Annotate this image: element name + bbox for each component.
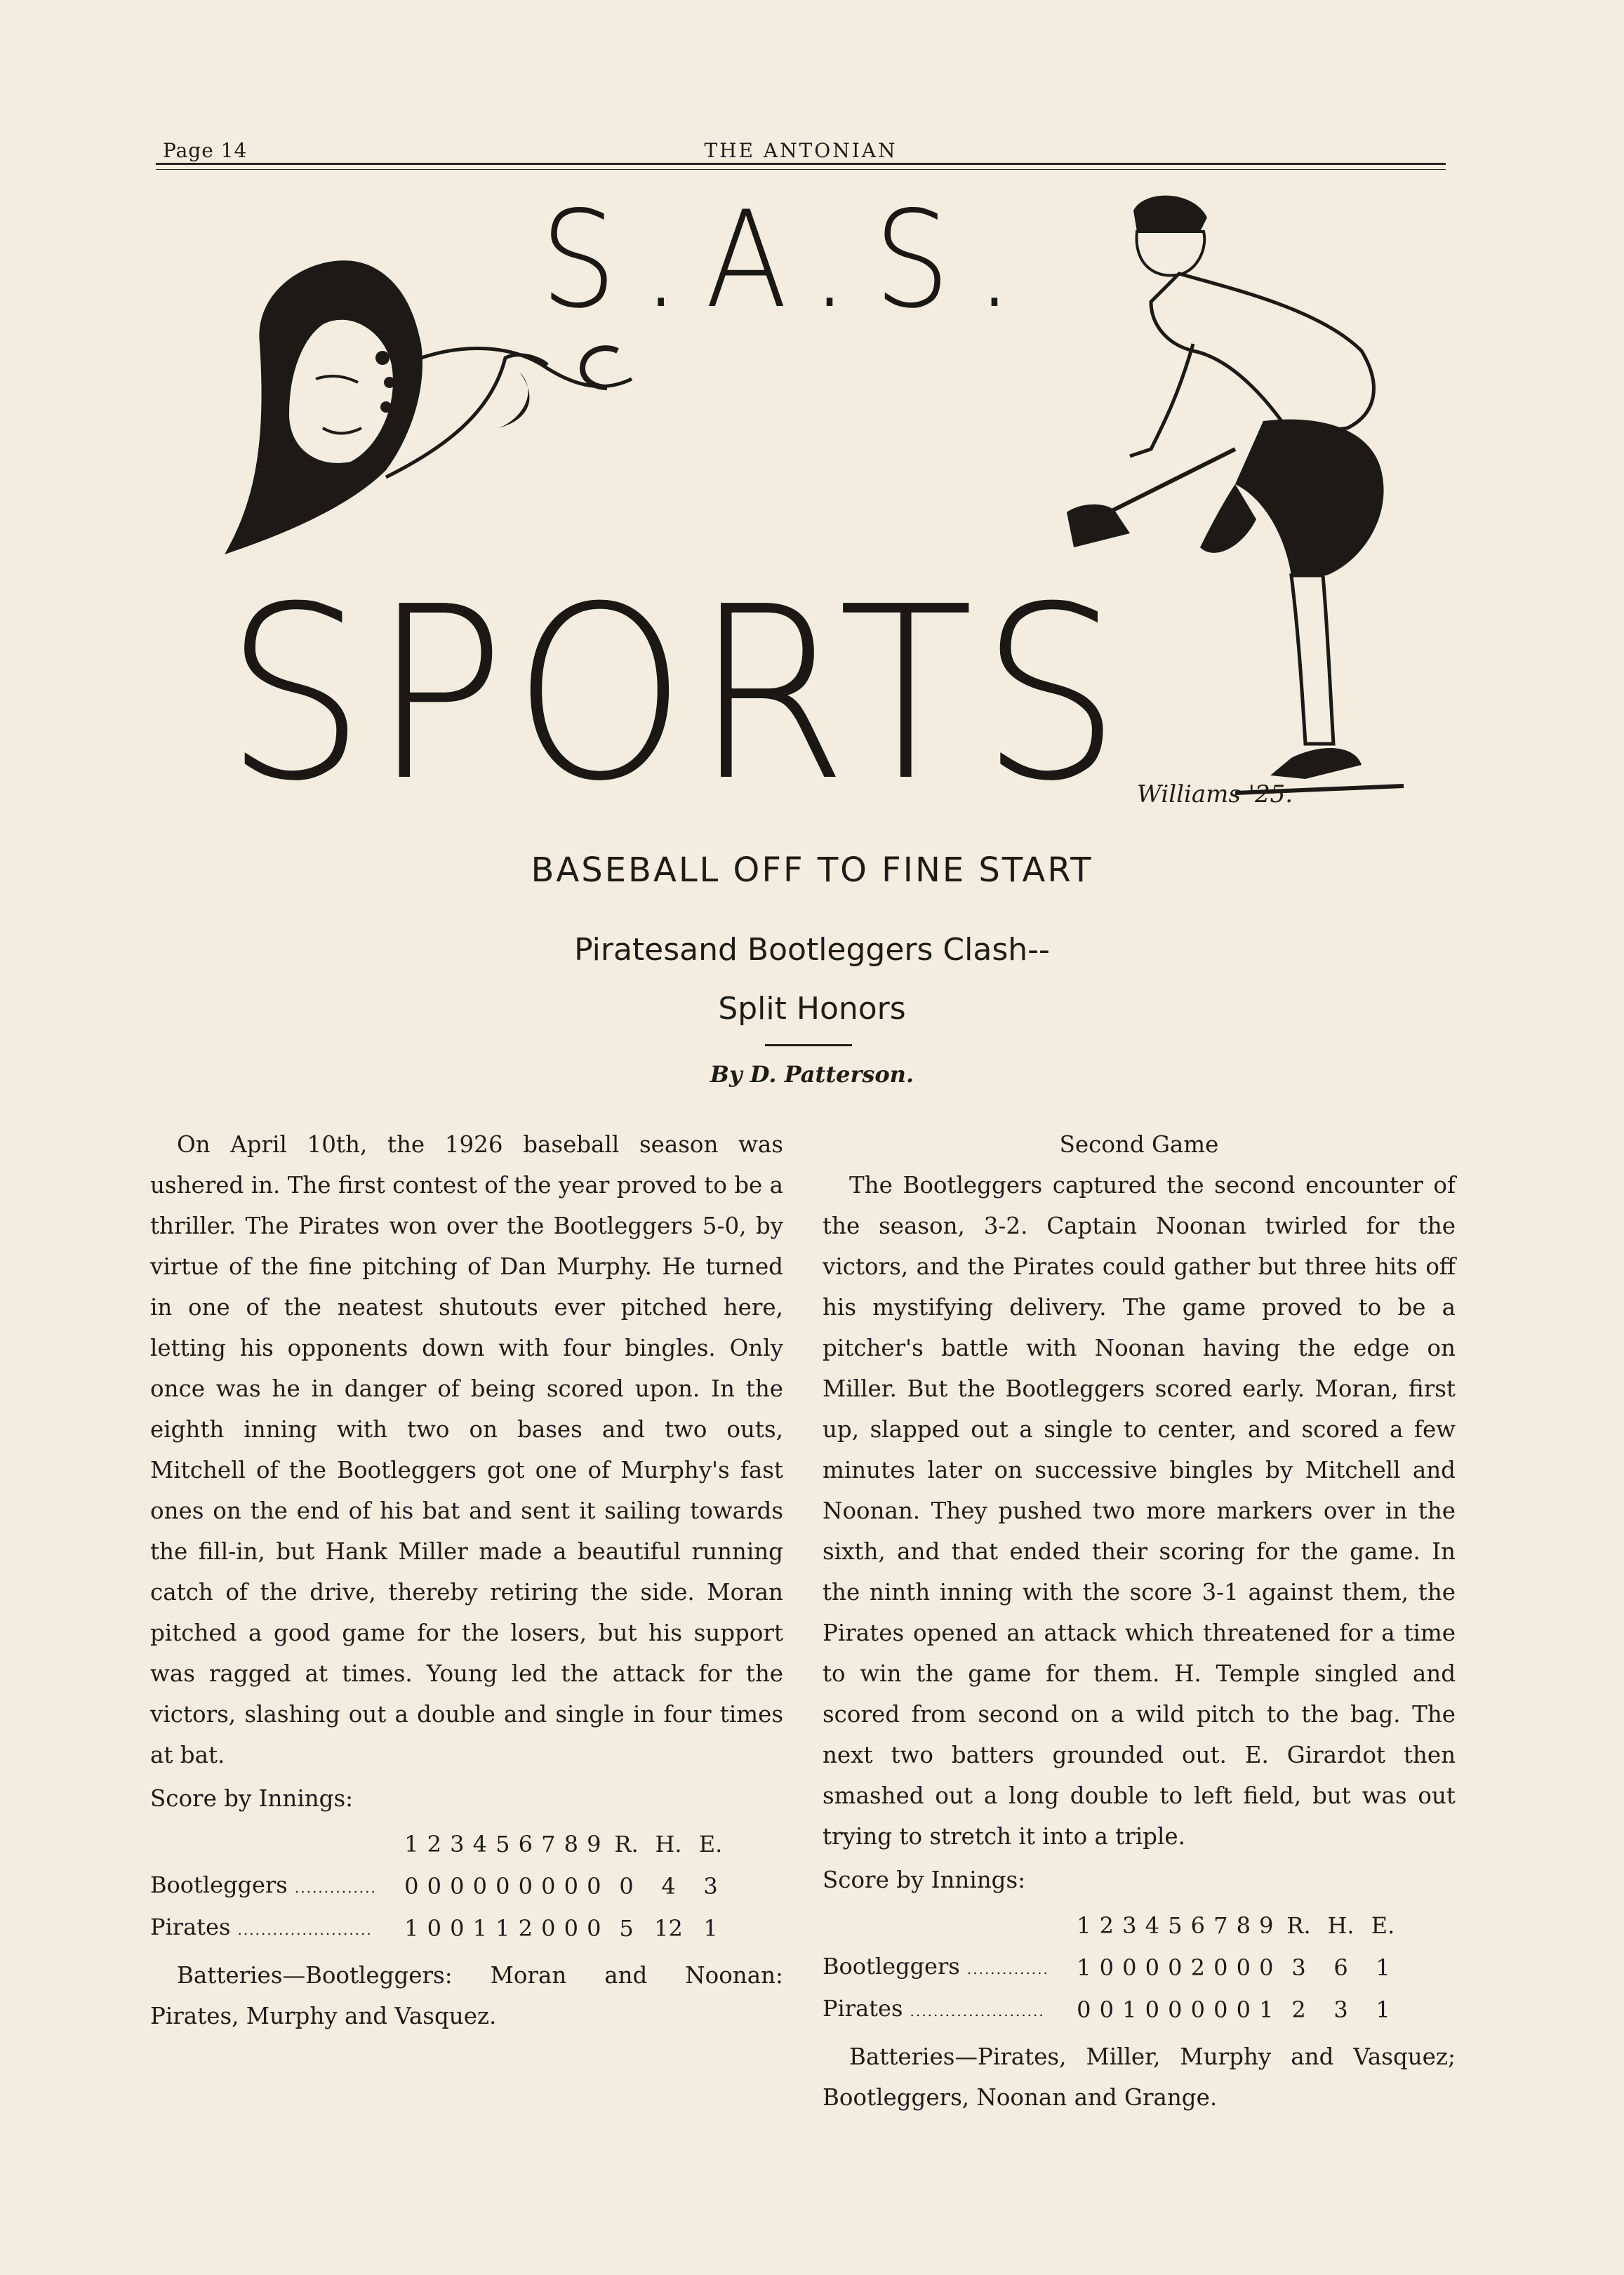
hits-header: H. [1327,1912,1355,1939]
inning-score: 0 [472,1873,487,1900]
inning-number: 8 [1236,1912,1251,1939]
scoreboard-header-row [823,1904,1456,1947]
subhead-line-1: Piratesand Bootleggers Clash-- [574,932,1050,968]
errors: 1 [1376,1996,1390,2023]
inning-number: 7 [541,1831,556,1857]
inning-score: 0 [1236,1954,1251,1981]
inning-number: 1 [1077,1912,1091,1939]
errors-header: E. [1371,1912,1395,1939]
inning-score: 2 [1190,1954,1205,1981]
publication-title: THE ANTONIAN [704,139,898,162]
inning-score: 0 [450,1873,465,1900]
inning-score: 0 [518,1873,533,1900]
inning-number: 3 [1122,1912,1137,1939]
scoreboard-row-pirates: Pirates ....................... 0 0 1 0 0 0 0 0 1 2 3 1 [823,1989,1456,2031]
inning-score: 0 [427,1873,441,1900]
inning-score: 0 [1077,1996,1091,2023]
first-game-scoreboard [150,1823,783,1949]
inning-score: 0 [1168,1954,1183,1981]
inning-number: 7 [1213,1912,1228,1939]
team-name: Pirates [150,1914,231,1940]
left-column [150,1124,783,2036]
inning-number: 2 [1099,1912,1114,1939]
inning-score: 2 [518,1915,533,1942]
scoreboard-row-bootleggers: Bootleggers .............. 0 0 0 0 0 0 0 0 0 0 4 3 [150,1865,783,1907]
inning-score: 0 [1099,1954,1114,1981]
inning-score: 0 [404,1873,419,1900]
runs-header: R. [1286,1912,1311,1939]
score-label: Score by Innings: [150,1785,354,1812]
second-game-scoreboard [823,1904,1456,2031]
inning-score: 1 [495,1915,510,1942]
article-subhead [0,921,1624,1039]
scoreboard-header-row [150,1823,783,1865]
inning-number: 9 [587,1831,601,1857]
sas-title: S.A.S. [540,182,1039,338]
hits: 12 [654,1915,683,1942]
football-player-illustration [211,239,688,575]
inning-score: 0 [564,1873,578,1900]
inning-score: 0 [1236,1996,1251,2023]
inning-score: 0 [1213,1954,1228,1981]
inning-score: 0 [1259,1954,1274,1981]
inning-score: 0 [427,1915,441,1942]
inning-number: 2 [427,1831,441,1857]
hits: 3 [1333,1996,1348,2023]
inning-number: 4 [1145,1912,1159,1939]
inning-numbers [400,1824,606,1864]
first-game-paragraph: On April 10th, the 1926 baseball season was ushered in. The first contest of the year proved to be a thriller. The Pirates won over the Bootleggers 5-0, by virtue of the fine pitching of Dan Murphy. He turned in one of the neatest shutouts ever pitched here, letting his opponents down with four bingles. Only once was he in danger of being scored upon. In the eighth inning with two on bases and two outs, Mitchell of the Bootleggers got one of Murphy's fast ones on the end of his bat and sent it sailing towards the fill-in, but Hank Miller made a beautiful running catch of the drive, thereby retiring the side. Moran pitched a good game for the losers, but his support was ragged at times. Young led the attack for the victors, slashing out a double and single in four times at bat. [150,1131,783,1768]
runs: 2 [1291,1996,1306,2023]
scoreboard-row-pirates: Pirates ....................... 1 0 0 1 1 2 0 0 0 5 12 1 [150,1907,783,1949]
right-column [823,1124,1456,2118]
team-name: Pirates [823,1995,903,2022]
inning-score: 0 [1213,1996,1228,2023]
inning-number: 1 [404,1831,419,1857]
errors-header: E. [698,1831,723,1857]
inning-number: 5 [495,1831,510,1857]
inning-score: 0 [1168,1996,1183,2023]
inning-number: 6 [518,1831,533,1857]
team-name: Bootleggers [823,1953,960,1980]
header-rule-thin [156,169,1446,170]
page-number: Page 14 [163,139,248,162]
second-game-heading: Second Game [1059,1131,1219,1158]
hits-header: H. [655,1831,682,1857]
inning-score: 1 [1259,1996,1274,2023]
artist-signature: Williams '25. [1137,780,1293,808]
inning-score: 1 [472,1915,487,1942]
inning-score: 0 [450,1915,465,1942]
inning-number: 9 [1259,1912,1274,1939]
hits: 4 [661,1873,676,1900]
runs-header: R. [614,1831,639,1857]
inning-score: 0 [1190,1996,1205,2023]
inning-score: 1 [1077,1954,1091,1981]
errors: 1 [1376,1954,1390,1981]
inning-number: 3 [450,1831,465,1857]
team-name: Bootleggers [150,1872,288,1898]
inning-score: 0 [587,1873,601,1900]
runs: 5 [619,1915,634,1942]
subhead-line-2: Split Honors [718,991,906,1027]
second-game-paragraph: The Bootleggers captured the second encounter of the season, 3-2. Captain Noonan twirled for the victors, and the Pirates could gather but three hits off his mystifying delivery. The game proved to be a pitcher's battle with Noonan having the edge on Miller. But the Bootleggers scored early. Moran, first up, slapped out a single to center, and scored a few minutes later on successive bingles by Mitchell and Noonan. They pushed two more markers over in the sixth, and that ended their scoring for the game. In the ninth inning with the score 3-1 against them, the Pirates opened an attack which threatened for a time to win the game for them. H. Temple singled and scored from second on a wild pitch to the bag. The next two batters grounded out. E. Girardot then smashed out a long double to left field, but was out trying to stretch it into a triple. [823,1172,1456,1850]
inning-score: 1 [404,1915,419,1942]
sports-title: SPORTS [225,556,1128,834]
scoreboard-row-bootleggers: Bootleggers .............. 1 0 0 0 0 2 0 0 0 3 6 1 [823,1947,1456,1989]
inning-score: 0 [1145,1996,1159,2023]
inning-score: 0 [541,1873,556,1900]
article-byline: By D. Patterson. [710,1061,914,1088]
inning-number: 8 [564,1831,578,1857]
score-label: Score by Innings: [823,1867,1026,1893]
article-headline: BASEBALL OFF TO FINE START [531,850,1093,890]
first-game-batteries: Batteries—Bootleggers: Moran and Noonan: Pirates, Murphy and Vasquez. [150,1962,783,2029]
second-game-batteries: Batteries—Pirates, Miller, Murphy and Vasquez; Bootleggers, Noonan and Grange. [823,2043,1456,2111]
inning-score: 0 [1145,1954,1159,1981]
inning-number: 5 [1168,1912,1183,1939]
inning-score: 0 [1099,1996,1114,2023]
inning-score: 1 [1122,1996,1137,2023]
inning-number: 6 [1190,1912,1205,1939]
inning-score: 0 [587,1915,601,1942]
runs: 3 [1291,1954,1306,1981]
inning-number: 4 [472,1831,487,1857]
subhead-rule [765,1044,852,1046]
runs: 0 [619,1873,634,1900]
inning-score: 0 [495,1873,510,1900]
errors: 1 [703,1915,718,1942]
errors: 3 [703,1873,718,1900]
hits: 6 [1333,1954,1348,1981]
rhe-header [606,1824,732,1864]
header-rule [156,163,1446,165]
inning-score: 0 [541,1915,556,1942]
inning-score: 0 [1122,1954,1137,1981]
inning-score: 0 [564,1915,578,1942]
page-header [156,139,1446,173]
rhe-header [1278,1905,1404,1946]
inning-numbers [1072,1905,1278,1946]
